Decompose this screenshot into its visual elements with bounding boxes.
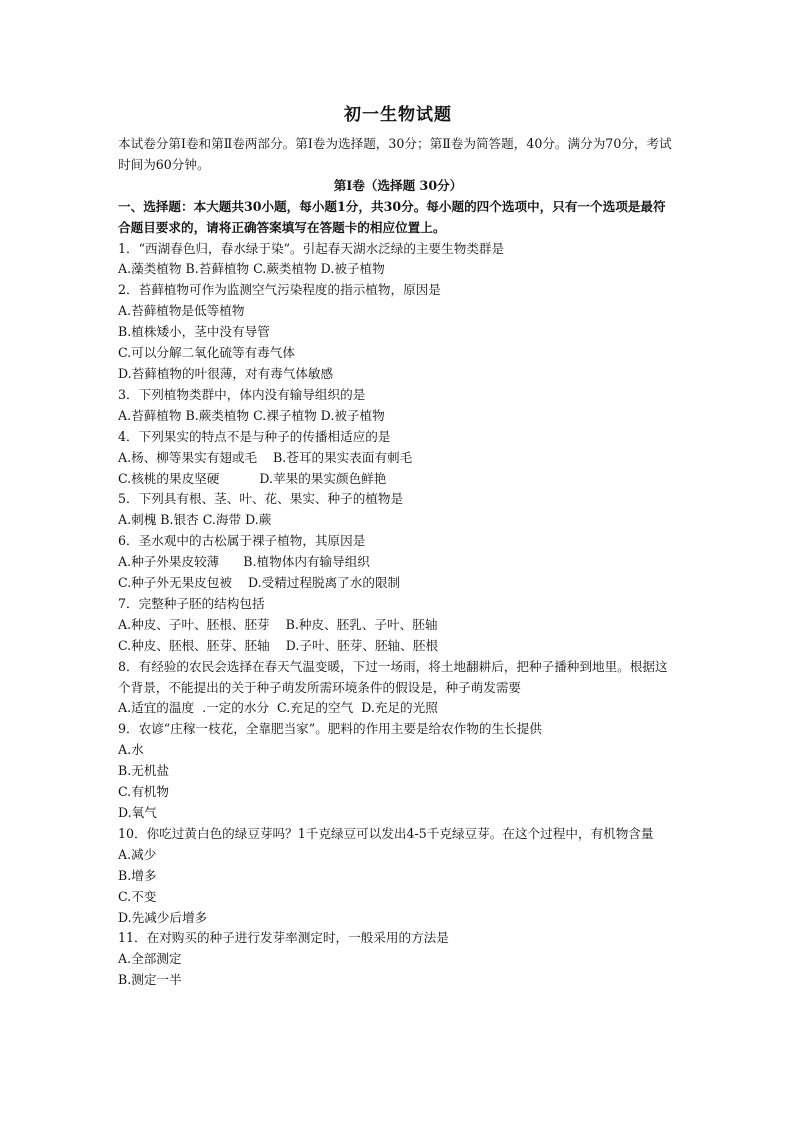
- question-stem: 6．圣水观中的古松属于裸子植物，其原因是: [118, 533, 366, 549]
- section-1-title: 第Ⅰ卷（选择题 30分）: [333, 177, 463, 193]
- option-d: D.苔藓植物的叶很薄，对有毒气体敏感: [118, 365, 334, 381]
- option-line-cd: C.种皮、胚根、胚芽、胚轴 D.子叶、胚芽、胚轴、胚根: [118, 637, 438, 653]
- option-line: A.刺槐 B.银杏 C.海带 D.蕨: [118, 512, 272, 528]
- question-stem: 9．农谚“庄稼一枝花，全靠肥当家”。肥料的作用主要是给农作物的生长提供: [118, 721, 542, 737]
- option-b: B.无机盐: [118, 763, 170, 779]
- option-line-ab: A.种子外果皮较薄 B.植物体内有输导组织: [118, 554, 370, 570]
- option-line: A.藻类植物 B.苔藓植物 C.蕨类植物 D.被子植物: [118, 261, 385, 277]
- question-stem: 11．在对购买的种子进行发芽率测定时，一般采用的方法是: [118, 930, 449, 946]
- question-5: [118, 489, 678, 531]
- option-a: A.减少: [118, 846, 157, 862]
- exam-intro: 本试卷分第Ⅰ卷和第Ⅱ卷两部分。第Ⅰ卷为选择题，30分；第Ⅱ卷为简答题，40分。满分为70分，考试时间为60分钟。: [118, 136, 672, 172]
- exam-title: 初一生物试题: [344, 105, 452, 125]
- option-line: A.适宜的温度 .一定的水分 C.充足的空气 D.充足的光照: [118, 700, 438, 716]
- option-line-cd: C.核桃的果皮坚硬 D.苹果的果实颜色鲜艳: [118, 470, 387, 486]
- question-4: [118, 427, 678, 490]
- option-line-ab: A.种皮、子叶、胚根、胚芽 B.种皮、胚乳、子叶、胚轴: [118, 616, 438, 632]
- question-8: [118, 657, 678, 720]
- option-c: C.有机物: [118, 784, 169, 800]
- question-7: [118, 594, 678, 657]
- option-a: A.全部测定: [118, 951, 182, 967]
- section-instructions: 一、选择题：本大题共30小题，每小题1分，共30分。每小题的四个选项中，只有一个选项是最符合题目要求的，请将正确答案填写在答题卡的相应位置上。: [118, 198, 666, 235]
- question-2: [118, 280, 678, 385]
- option-line: A.苔藓植物 B.蕨类植物 C.裸子植物 D.被子植物: [118, 407, 385, 423]
- option-d: D.氧气: [118, 805, 157, 820]
- question-3: [118, 385, 678, 427]
- option-a: A.水: [118, 742, 144, 758]
- option-c: C.不变: [118, 888, 157, 904]
- option-line-ab: A.杨、柳等果实有翅或毛 B.苍耳的果实表面有刺毛: [118, 449, 413, 465]
- option-d: D.先减少后增多: [118, 909, 208, 925]
- question-stem: 3．下列植物类群中，体内没有输导组织的是: [118, 386, 366, 402]
- option-c: C.可以分解二氧化硫等有毒气体: [118, 345, 295, 361]
- question-stem: 7．完整种子胚的结构包括: [118, 595, 265, 611]
- option-b: B.植株矮小，茎中没有导管: [118, 324, 270, 340]
- question-stem: 5．下列具有根、茎、叶、花、果实、种子的植物是: [118, 491, 404, 507]
- question-6: [118, 531, 678, 594]
- question-1: [118, 239, 678, 281]
- question-stem: 10．你吃过黄白色的绿豆芽吗？1千克绿豆可以发出4-5千克绿豆芽。在这个过程中，有机物含量: [118, 825, 654, 841]
- question-10: [118, 824, 678, 929]
- question-11: [118, 928, 678, 991]
- exam-page: [118, 102, 678, 991]
- question-stem: 8．有经验的农民会选择在春天气温变暖，下过一场雨，将土地翻耕后，把种子播种到地里。根据这个背景，不能提出的关于种子萌发所需环境条件的假设是，种子萌发需要: [118, 658, 668, 695]
- option-line-cd: C.种子外无果皮包被 D.受精过程脱离了水的限制: [118, 575, 401, 591]
- question-9: [118, 719, 678, 824]
- option-b: B.增多: [118, 867, 157, 883]
- question-stem: 2．苔藓植物可作为监测空气污染程度的指示植物，原因是: [118, 282, 441, 298]
- question-stem: 4．下列果实的特点不是与种子的传播相适应的是: [118, 428, 391, 444]
- option-a: A.苔藓植物是低等植物: [118, 303, 245, 319]
- question-stem: 1．“西湖春色归，春水绿于染”。引起春天湖水泛绿的主要生物类群是: [118, 240, 505, 256]
- option-b: B.测定一半: [118, 972, 182, 988]
